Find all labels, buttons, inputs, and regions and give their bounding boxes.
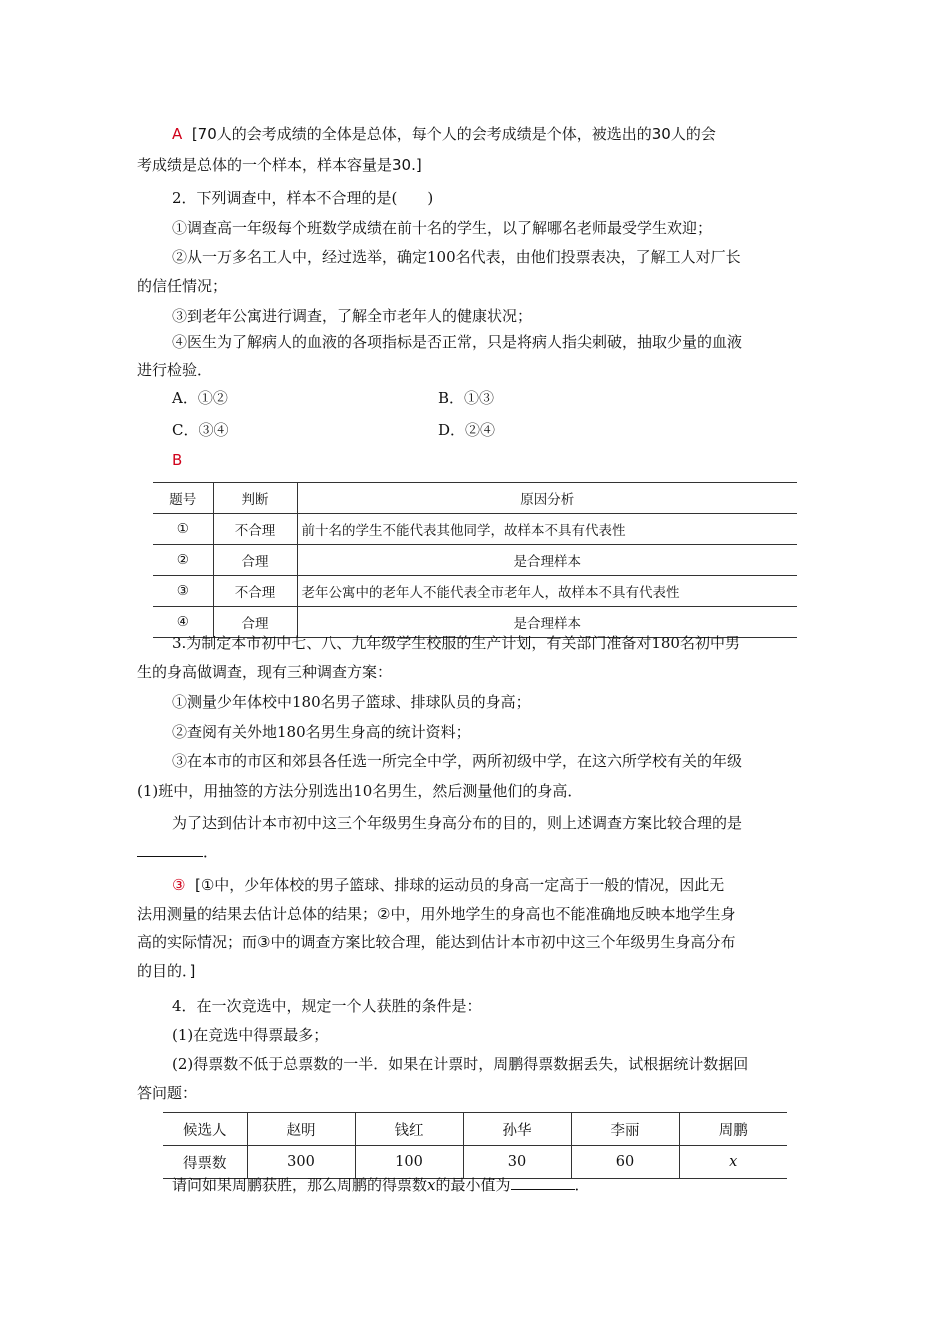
table-header-cell: 钱红	[355, 1113, 463, 1146]
q4-condition-1: (1)在竞选中得票最多；	[172, 1026, 329, 1044]
q1-answer-letter: A	[172, 125, 183, 143]
q4-question-post: 的最小值为	[435, 1176, 511, 1194]
q2-item-2: ②从一万多名工人中，经过选举，确定100名代表，由他们投票表决，了解工人对厂长	[172, 248, 741, 266]
table-row	[153, 514, 797, 545]
answer-blank	[511, 1175, 575, 1190]
q3-explanation-line2: 法用测量的结果去估计总体的结果；②中，用外地学生的身高也不能准确地反映本地学生身	[137, 905, 736, 923]
table-cell: 30	[463, 1146, 571, 1179]
q2-item-4: ④医生为了解病人的血液的各项指标是否正常，只是将病人指尖刺破，抽取少量的血液	[172, 333, 743, 351]
q2-item-3: ③到老年公寓进行调查，了解全市老年人的健康状况；	[172, 307, 533, 325]
q4-condition-2-cont: 答问题：	[137, 1084, 198, 1102]
table-cell: 100	[355, 1146, 463, 1179]
table-cell: x	[679, 1146, 787, 1179]
table-header-cell: 赵明	[247, 1113, 355, 1146]
q3-question: 为了达到估计本市初中这三个年级男生身高分布的目的，则上述调查方案比较合理的是	[172, 814, 743, 832]
table-cell: 得票数	[163, 1146, 247, 1179]
table-header-cell: 周鹏	[679, 1113, 787, 1146]
q2-analysis-table	[153, 482, 797, 638]
table-cell: ③	[153, 576, 213, 607]
table-cell: 60	[571, 1146, 679, 1179]
q4-condition-2: (2)得票数不低于总票数的一半．如果在计票时，周鹏得票数据丢失，试根据统计数据回	[172, 1055, 749, 1073]
q2-option-c: C．③④	[172, 421, 229, 439]
q2-item-2-cont: 的信任情况；	[137, 277, 228, 295]
q3-item-3-cont: (1)班中，用抽签的方法分别选出10名男生，然后测量他们的身高．	[137, 782, 583, 800]
q3-explanation-line3: 高的实际情况；而③中的调查方案比较合理，能达到估计本市初中这三个年级男生身高分布	[137, 933, 736, 951]
q2-stem: 2．下列调查中，样本不合理的是( )	[172, 189, 434, 207]
table-header-cell: 判断	[213, 483, 297, 514]
table-header-cell: 李丽	[571, 1113, 679, 1146]
q1-explanation-line2: 考成绩是总体的一个样本，样本容量是30.]	[137, 156, 422, 174]
table-cell: 前十名的学生不能代表其他同学，故样本不具有代表性	[297, 514, 797, 545]
q2-answer: B	[172, 451, 183, 469]
table-row	[163, 1146, 787, 1179]
table-cell: 不合理	[213, 514, 297, 545]
table-header-row	[163, 1113, 787, 1146]
table-header-cell: 孙华	[463, 1113, 571, 1146]
q3-stem-cont: 生的身高做调查，现有三种调查方案：	[137, 663, 393, 681]
table-row	[153, 576, 797, 607]
q3-item-1: ①测量少年体校中180名男子篮球、排球队员的身高；	[172, 693, 531, 711]
table-header-cell: 原因分析	[297, 483, 797, 514]
table-row	[153, 545, 797, 576]
table-cell: 是合理样本	[297, 545, 797, 576]
q3-explanation-line4: 的目的．]	[137, 962, 196, 980]
table-cell: 300	[247, 1146, 355, 1179]
q4-question-pre: 请问如果周鹏获胜，那么周鹏的得票数	[172, 1176, 428, 1194]
q4-question	[172, 1175, 850, 1195]
table-cell: 老年公寓中的老年人不能代表全市老年人，故样本不具有代表性	[297, 576, 797, 607]
table-cell: 合理	[213, 607, 297, 638]
q4-question-var: x	[427, 1176, 436, 1194]
table-cell: 是合理样本	[297, 607, 797, 638]
q2-option-d: D．②④	[438, 421, 496, 439]
q2-item-1: ①调查高一年级每个班数学成绩在前十名的学生，以了解哪名老师最受学生欢迎；	[172, 219, 713, 237]
q3-question-end: ．	[203, 843, 219, 861]
table-cell: ②	[153, 545, 213, 576]
q1-explanation: [70人的会考成绩的全体是总体，每个人的会考成绩是个体，被选出的30人的会	[191, 125, 716, 143]
table-cell: ④	[153, 607, 213, 638]
q4-votes-table	[163, 1112, 787, 1179]
q1-answer-line1	[172, 124, 850, 144]
q3-stem: 3.为制定本市初中七、八、九年级学生校服的生产计划，有关部门准备对180名初中男	[172, 634, 740, 652]
q2-option-b: B．①③	[438, 389, 495, 407]
q3-item-2: ②查阅有关外地180名男生身高的统计资料；	[172, 723, 471, 741]
q3-item-3: ③在本市的市区和郊县各任选一所完全中学，两所初级中学，在这六所学校有关的年级	[172, 752, 743, 770]
table-cell: 不合理	[213, 576, 297, 607]
q3-explanation: [①中，少年体校的男子篮球、排球的运动员的身高一定高于一般的情况，因此无	[195, 876, 725, 894]
table-header-cell: 题号	[153, 483, 213, 514]
q4-stem: 4．在一次竞选中，规定一个人获胜的条件是：	[172, 997, 482, 1015]
table-header-row	[153, 483, 797, 514]
q2-option-a: A．①②	[172, 389, 228, 407]
q3-answer: ③	[172, 876, 186, 894]
q4-question-end: ．	[574, 1176, 590, 1194]
q3-answer-line1	[172, 875, 850, 895]
table-cell: ①	[153, 514, 213, 545]
table-header-cell: 候选人	[163, 1113, 247, 1146]
answer-blank	[137, 842, 203, 857]
table-cell: 合理	[213, 545, 297, 576]
q2-item-4-cont: 进行检验．	[137, 361, 213, 379]
q3-question-cont	[137, 842, 815, 862]
